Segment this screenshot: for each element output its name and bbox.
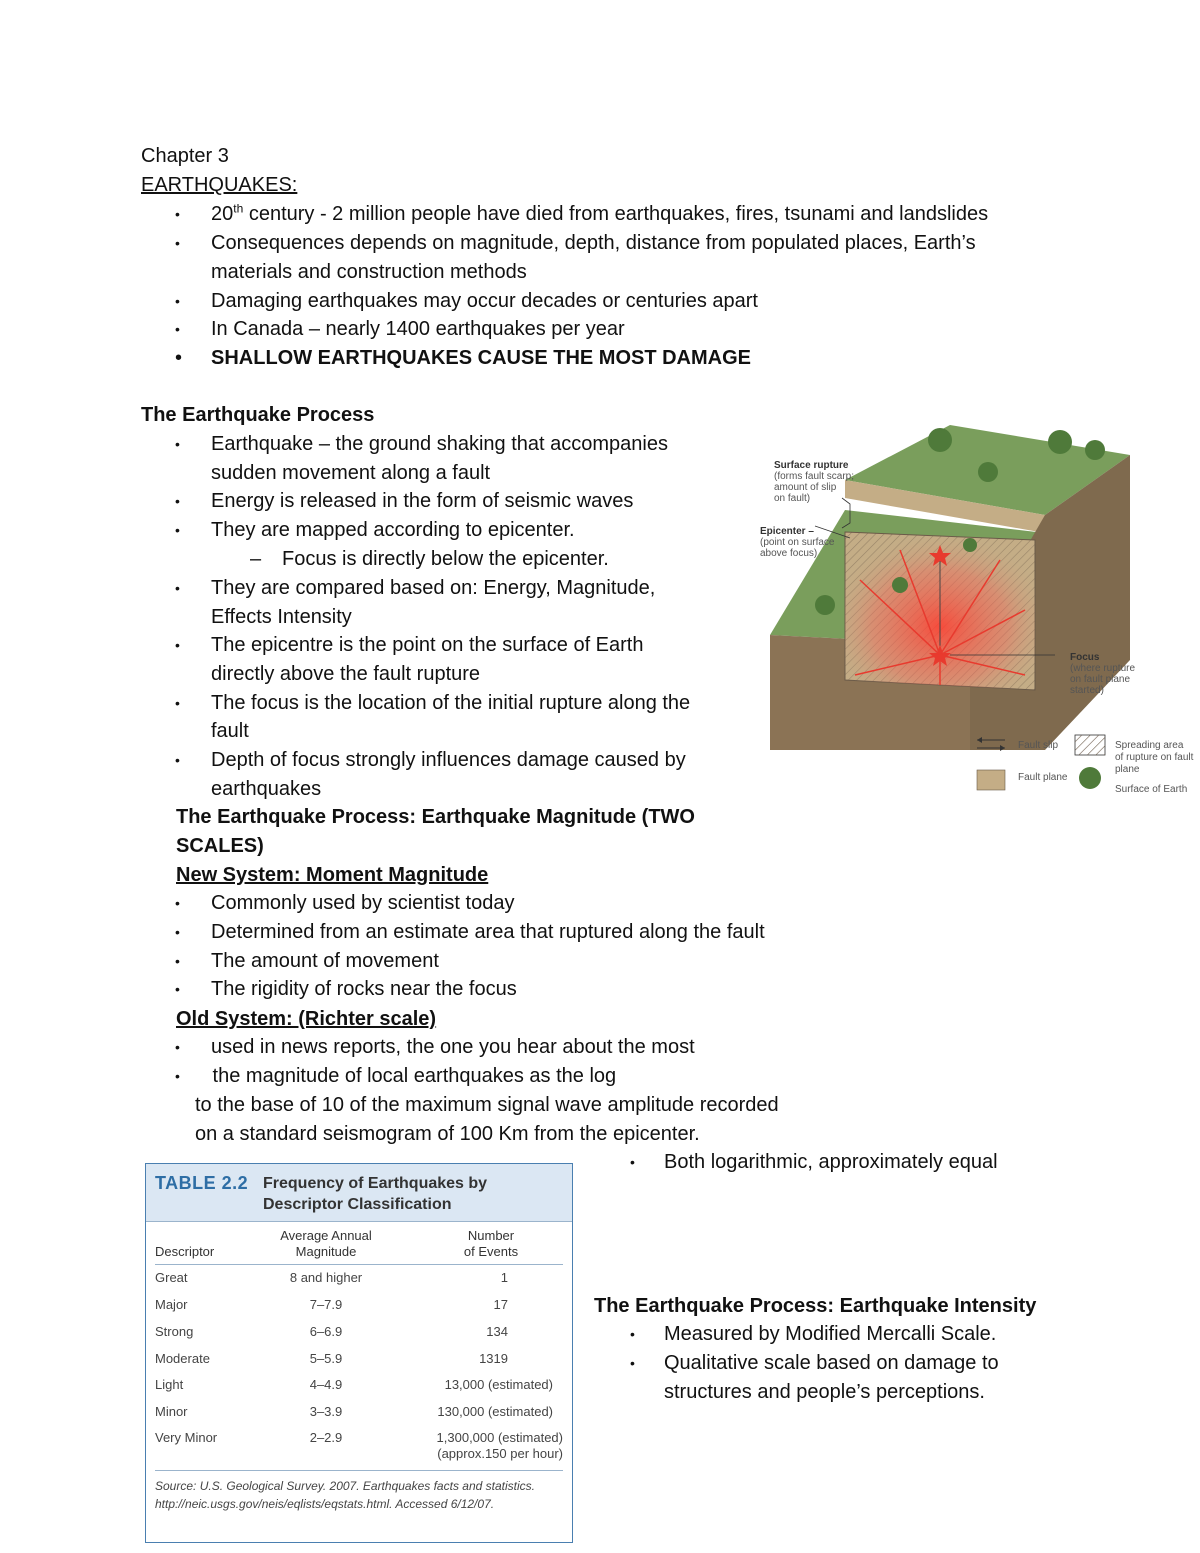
- bullet-marker: •: [175, 235, 180, 251]
- bullet-marker: •: [175, 293, 180, 309]
- bullet-marker: •: [175, 522, 180, 538]
- bullet-marker: •: [175, 895, 180, 911]
- section-heading: EARTHQUAKES:: [141, 174, 298, 196]
- cell-magnitude: 6–6.9: [309, 1324, 343, 1339]
- new-item-4: The rigidity of rocks near the focus: [211, 978, 517, 1000]
- intro-item-4: In Canada – nearly 1400 earthquakes per year: [211, 318, 625, 340]
- sub-dash: –: [250, 548, 262, 570]
- table-header: [146, 1164, 572, 1222]
- bullet-marker: •: [630, 1154, 635, 1170]
- bullet-marker: •: [175, 206, 180, 222]
- cell-events: 134: [486, 1324, 508, 1339]
- cell-magnitude: 2–2.9: [309, 1430, 343, 1445]
- intensity-item-2-cont: structures and people’s perceptions.: [664, 1381, 985, 1403]
- label-epicenter: Epicenter – (point on surface above focus): [760, 526, 835, 559]
- bullet-marker: •: [175, 493, 180, 509]
- bullet-marker: •: [175, 347, 183, 369]
- process-item-3: They are mapped according to epicenter.: [211, 519, 575, 541]
- old-item-2-cont-1: to the base of 10 of the maximum signal wave amplitude recorded: [195, 1094, 779, 1116]
- bullet-marker: •: [175, 321, 180, 337]
- bullet-marker: •: [175, 580, 180, 596]
- cell-descriptor: Very Minor: [155, 1430, 218, 1445]
- intro-item-2: Consequences depends on magnitude, depth, distance from populated places, Earth’s: [211, 232, 976, 254]
- col-descriptor: Descriptor: [155, 1244, 215, 1259]
- bullet-marker: •: [630, 1355, 635, 1371]
- legend-surface: Surface of Earth: [1115, 784, 1188, 795]
- table-number: TABLE 2.2: [155, 1173, 249, 1193]
- magnitude-title-cont: SCALES): [176, 835, 264, 857]
- cell-descriptor: Great: [155, 1270, 188, 1285]
- cell-events: 1319: [479, 1351, 508, 1366]
- new-item-3: The amount of movement: [211, 950, 439, 972]
- table-rule: [155, 1264, 563, 1265]
- cell-descriptor: Minor: [155, 1404, 188, 1419]
- bullet-marker: •: [175, 436, 180, 452]
- old-item-1: used in news reports, the one you hear about the most: [211, 1036, 695, 1058]
- process-item-1-cont: sudden movement along a fault: [211, 462, 491, 484]
- col-magnitude: Average Annual Magnitude: [280, 1228, 372, 1259]
- col-events: Number of Events: [463, 1228, 519, 1259]
- table-rule: [155, 1470, 563, 1471]
- fault-diagram: [760, 420, 1194, 805]
- cell-descriptor: Light: [155, 1377, 184, 1392]
- cell-events-note: (approx.150 per hour): [437, 1446, 563, 1461]
- process-item-5: The epicentre is the point on the surface of Earth: [211, 634, 644, 656]
- bullet-marker: •: [175, 695, 180, 711]
- process-item-7-cont: earthquakes: [211, 778, 322, 800]
- bullet-marker: •: [175, 637, 180, 653]
- cell-events: 1: [500, 1270, 508, 1285]
- label-surface-rupture: Surface rupture (forms fault scarp; amount of slip on fault): [774, 460, 855, 504]
- table-title: Frequency of Earthquakes by Descriptor Classification: [263, 1175, 488, 1213]
- cell-magnitude: 4–4.9: [309, 1377, 343, 1392]
- magnitude-title: The Earthquake Process: Earthquake Magnitude (TWO: [176, 806, 695, 828]
- cell-events: 13,000 (estimated): [444, 1377, 553, 1392]
- cell-magnitude: 3–3.9: [309, 1404, 343, 1419]
- process-item-3-sub: Focus is directly below the epicenter.: [282, 548, 609, 570]
- intensity-item-1: Measured by Modified Mercalli Scale.: [664, 1323, 997, 1345]
- old-item-2: the magnitude of local earthquakes as the log: [207, 1065, 617, 1087]
- bullet-marker: •: [175, 953, 180, 969]
- new-system-title: New System: Moment Magnitude: [176, 864, 489, 886]
- process-item-6-cont: fault: [211, 720, 249, 742]
- intro-item-1: 20th century - 2 million people have died from earthquakes, fires, tsunami and landslides: [211, 201, 989, 225]
- label-focus: Focus (where rupture on fault plane started): [1070, 652, 1136, 696]
- bullet-marker: •: [175, 1039, 180, 1055]
- cell-magnitude: 8 and higher: [289, 1270, 363, 1285]
- bullet-marker: •: [175, 752, 180, 768]
- table-source: Source: U.S. Geological Survey. 2007. Earthquakes facts and statistics.: [155, 1479, 535, 1493]
- cell-events: 1,300,000 (estimated): [436, 1430, 563, 1445]
- both-logarithmic: Both logarithmic, approximately equal: [664, 1151, 998, 1173]
- old-system-title: Old System: (Richter scale): [176, 1008, 437, 1030]
- intro-item-5: SHALLOW EARTHQUAKES CAUSE THE MOST DAMAGE: [211, 347, 751, 369]
- cell-magnitude: 7–7.9: [309, 1297, 343, 1312]
- cell-events: 130,000 (estimated): [437, 1404, 553, 1419]
- cell-descriptor: Major: [155, 1297, 188, 1312]
- process-title: The Earthquake Process: [141, 404, 375, 426]
- bullet-marker: •: [175, 924, 180, 940]
- intensity-title: The Earthquake Process: Earthquake Intensity: [594, 1295, 1037, 1317]
- cell-descriptor: Strong: [155, 1324, 194, 1339]
- new-item-2: Determined from an estimate area that ruptured along the fault: [211, 921, 765, 943]
- old-item-2-cont-2: on a standard seismogram of 100 Km from the epicenter.: [195, 1123, 700, 1145]
- intensity-item-2: Qualitative scale based on damage to: [664, 1352, 999, 1374]
- cell-descriptor: Moderate: [155, 1351, 210, 1366]
- process-item-1: Earthquake – the ground shaking that accompanies: [211, 433, 668, 455]
- process-item-5-cont: directly above the fault rupture: [211, 663, 481, 685]
- chapter-label: Chapter 3: [141, 145, 229, 167]
- bullet-marker: •: [175, 981, 180, 997]
- table-source-url: http://neic.usgs.gov/neis/eqlists/eqstats.html. Accessed 6/12/07.: [155, 1497, 495, 1511]
- frequency-table: [145, 1163, 573, 1543]
- process-item-7: Depth of focus strongly influences damage caused by: [211, 749, 686, 771]
- legend-spreading: Spreading area of rupture on fault plane: [1115, 740, 1194, 775]
- process-item-2: Energy is released in the form of seismic waves: [211, 490, 634, 512]
- bullet-marker: •: [630, 1326, 635, 1342]
- process-item-4-cont: Effects Intensity: [211, 606, 352, 628]
- process-item-6: The focus is the location of the initial rupture along the: [211, 692, 691, 714]
- bullet-marker: •: [175, 1068, 180, 1084]
- legend-fault-plane: Fault plane: [1018, 772, 1068, 783]
- process-item-4: They are compared based on: Energy, Magnitude,: [211, 577, 656, 599]
- cell-magnitude: 5–5.9: [309, 1351, 343, 1366]
- new-item-1: Commonly used by scientist today: [211, 892, 515, 914]
- legend-fault-slip: Fault slip: [1018, 740, 1059, 751]
- intro-item-2-cont: materials and construction methods: [211, 261, 527, 283]
- cell-events: 17: [493, 1297, 508, 1312]
- intro-item-3: Damaging earthquakes may occur decades or centuries apart: [211, 290, 758, 312]
